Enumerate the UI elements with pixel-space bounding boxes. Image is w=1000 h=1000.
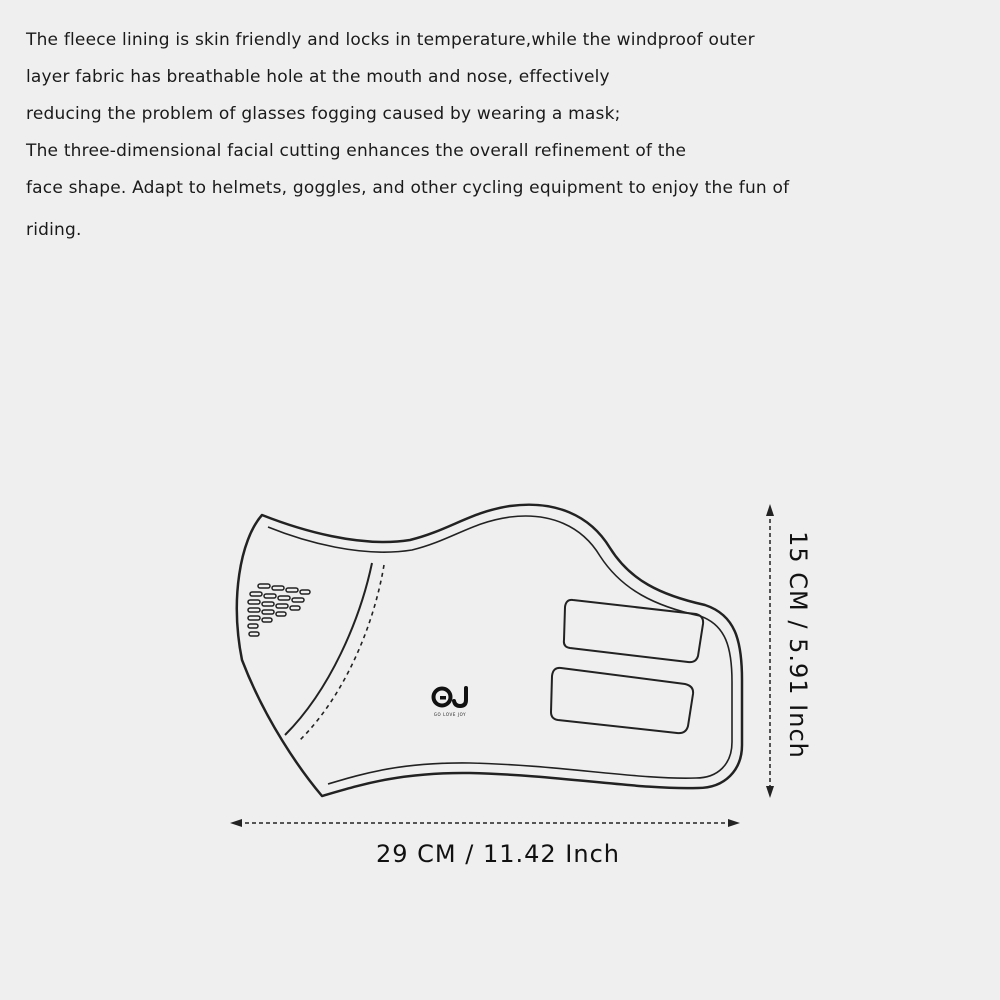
- width-dimension: [230, 819, 740, 868]
- height-dimension: [766, 504, 812, 798]
- breathable-holes: [248, 584, 310, 636]
- brand-tagline: GO LOVE JOY: [433, 712, 467, 717]
- strap-patch-lower: [551, 668, 693, 733]
- width-label: 29 CM / 11.42 Inch: [375, 840, 621, 868]
- mask-outline: [237, 505, 742, 796]
- description-line-6: riding.: [26, 220, 82, 240]
- description-line-5: face shape. Adapt to helmets, goggles, and other cycling equipment to enjoy the fun of: [26, 178, 790, 198]
- description-line-4: The three-dimensional facial cutting enhances the overall refinement of the: [26, 141, 687, 161]
- mask-binding-line: [268, 516, 732, 784]
- description-line-3: reducing the problem of glasses fogging caused by wearing a mask;: [26, 104, 621, 124]
- description-line-1: The fleece lining is skin friendly and locks in temperature,while the windproof outer: [26, 30, 755, 50]
- height-label: 15 CM / 5.91 Inch: [784, 531, 812, 759]
- strap-patch-upper: [564, 600, 703, 662]
- brand-logo: [434, 688, 467, 717]
- description-line-2: layer fabric has breathable hole at the mouth and nose, effectively: [26, 67, 610, 87]
